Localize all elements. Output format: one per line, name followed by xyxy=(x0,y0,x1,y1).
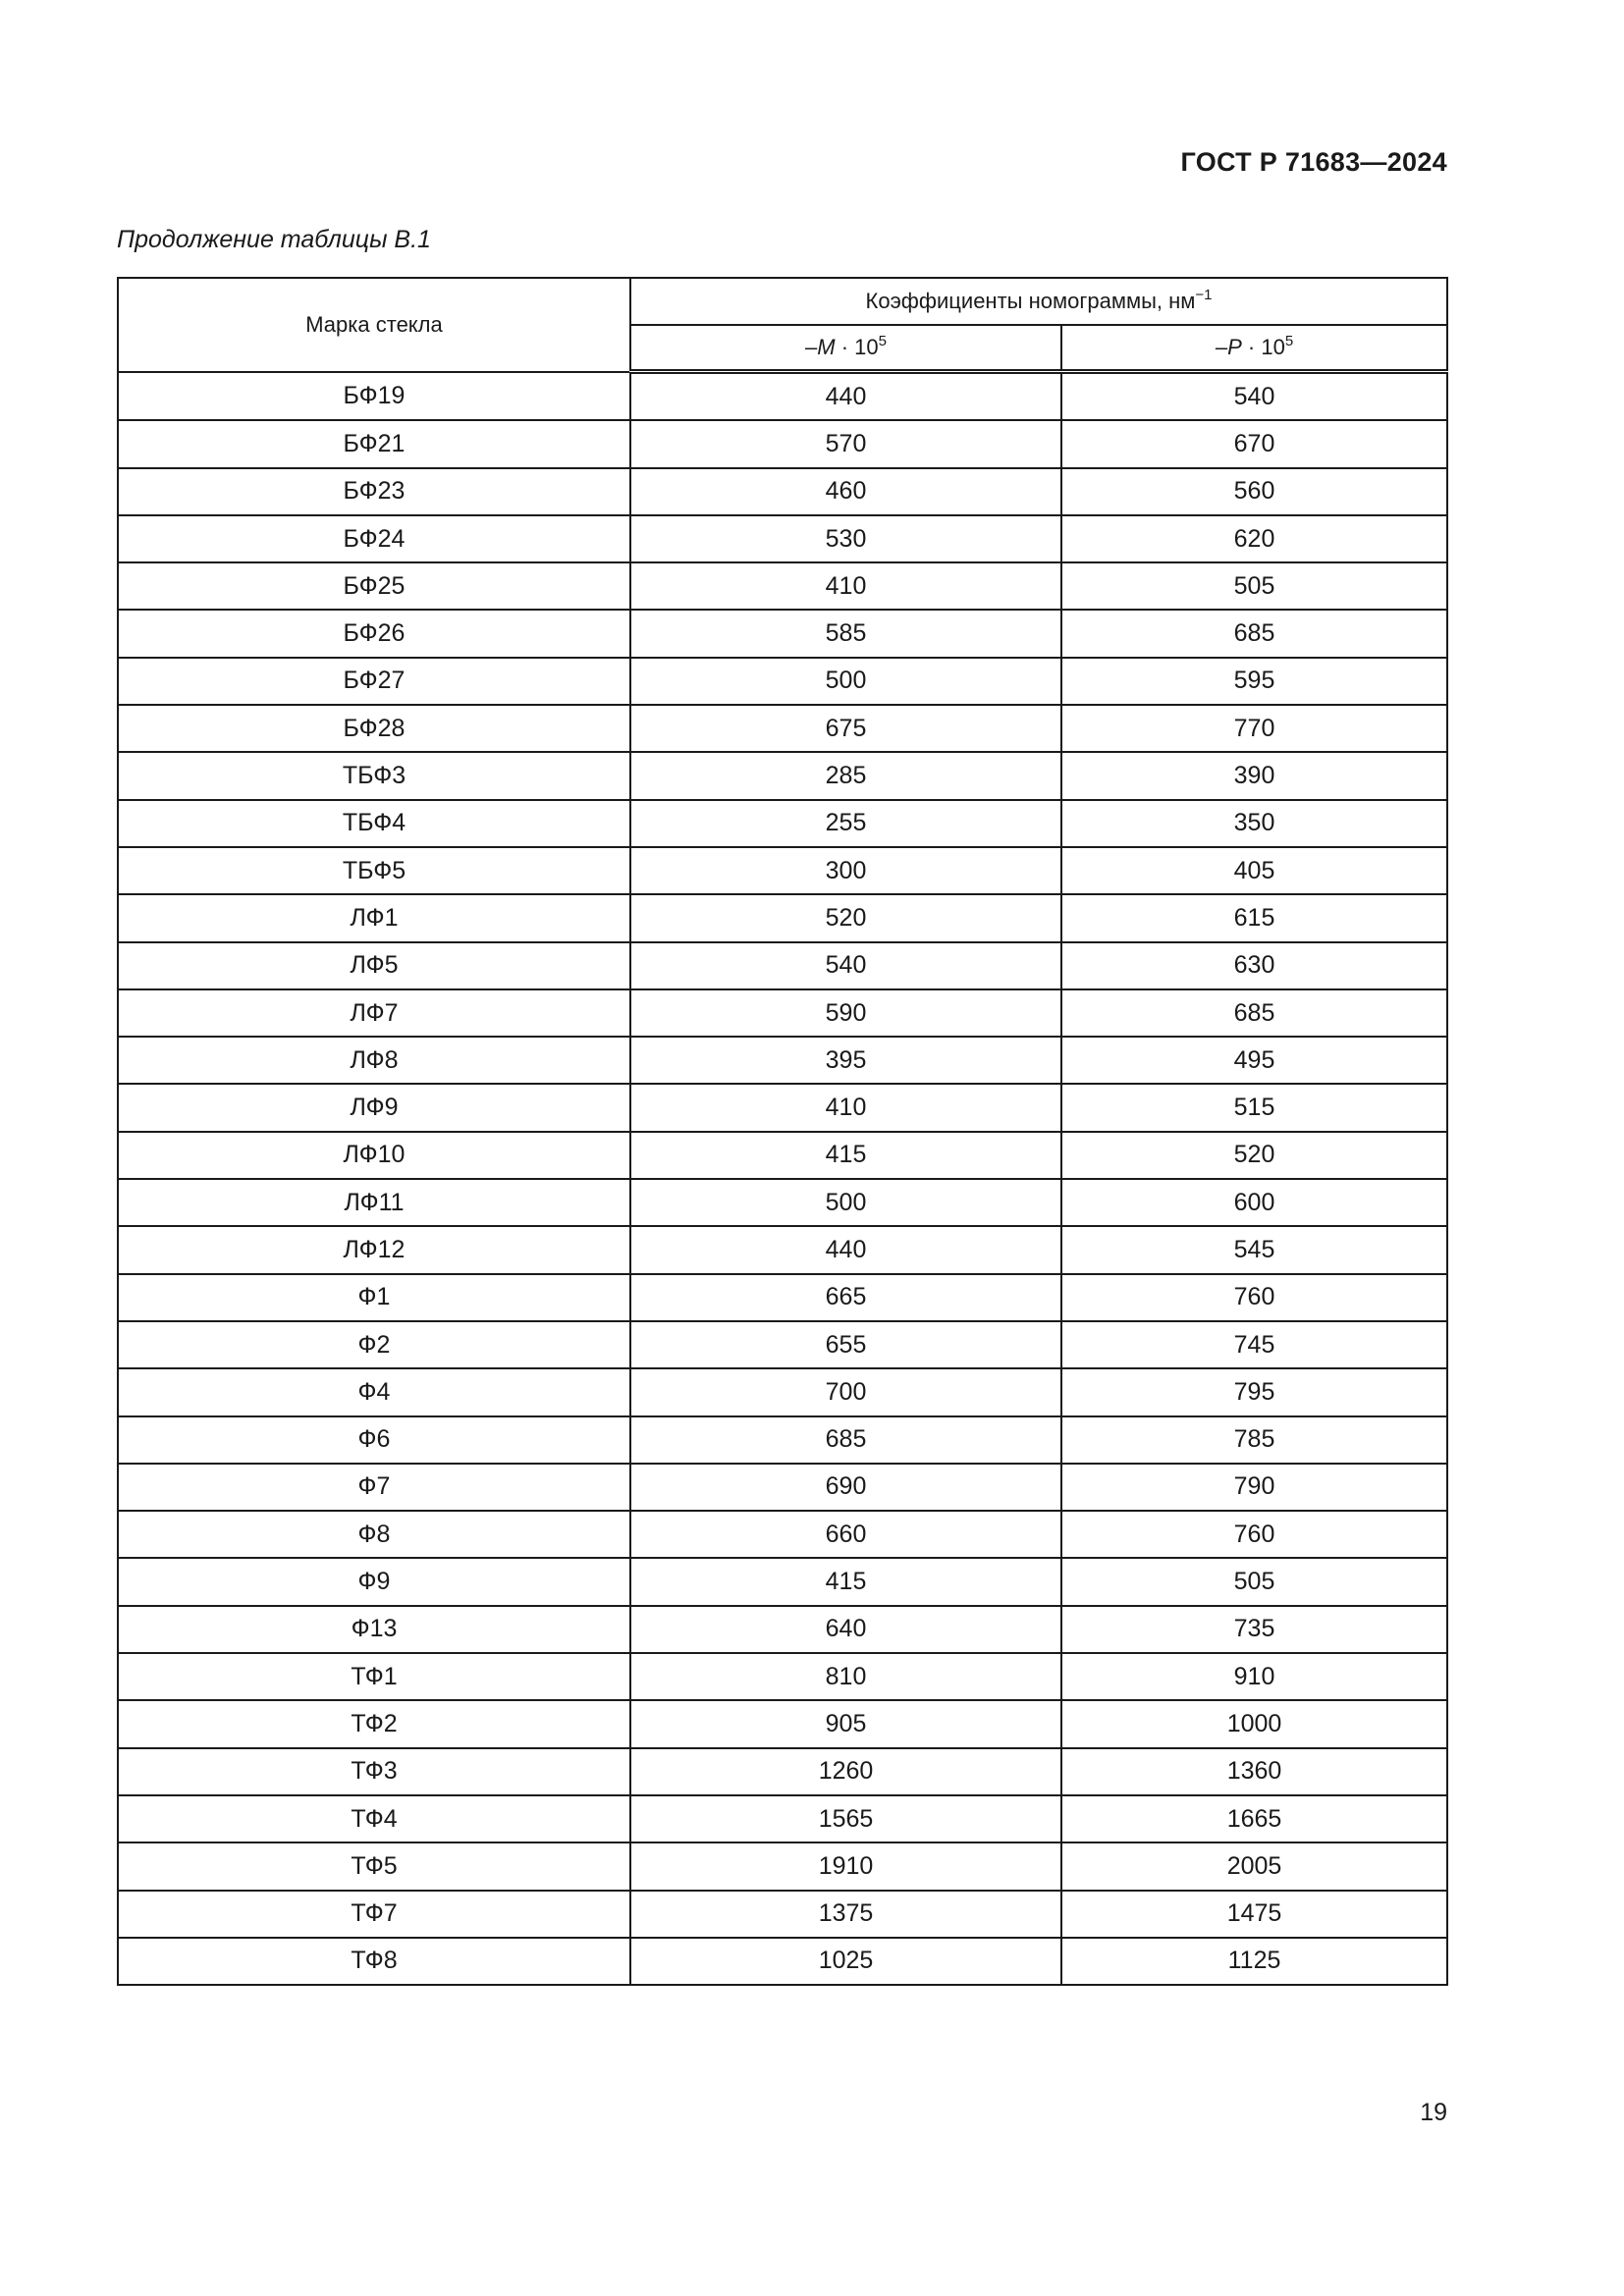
cell-glass-grade: БФ24 xyxy=(118,515,630,562)
cell-p-value: 2005 xyxy=(1061,1842,1447,1890)
cell-m-value: 660 xyxy=(630,1511,1061,1558)
cell-p-value: 515 xyxy=(1061,1084,1447,1131)
cell-m-value: 410 xyxy=(630,562,1061,610)
cell-glass-grade: Ф13 xyxy=(118,1606,630,1653)
cell-m-value: 675 xyxy=(630,705,1061,752)
cell-glass-grade: ТБФ5 xyxy=(118,847,630,894)
cell-glass-grade: ЛФ9 xyxy=(118,1084,630,1131)
table-row xyxy=(118,1891,1447,1938)
cell-glass-grade: Ф8 xyxy=(118,1511,630,1558)
table-row xyxy=(118,1653,1447,1700)
table-row xyxy=(118,1368,1447,1415)
header-m-coefficient: $-M \cdot 10^5$ xyxy=(630,325,1061,372)
cell-m-value: 530 xyxy=(630,515,1061,562)
cell-p-value: 790 xyxy=(1061,1464,1447,1511)
cell-m-value: 415 xyxy=(630,1558,1061,1605)
cell-p-value: 1665 xyxy=(1061,1795,1447,1842)
cell-m-value: 585 xyxy=(630,610,1061,657)
cell-p-value: 795 xyxy=(1061,1368,1447,1415)
cell-p-value: 350 xyxy=(1061,800,1447,847)
cell-m-value: 395 xyxy=(630,1037,1061,1084)
table-row xyxy=(118,1748,1447,1795)
cell-glass-grade: ТФ7 xyxy=(118,1891,630,1938)
table-row xyxy=(118,1084,1447,1131)
cell-glass-grade: Ф4 xyxy=(118,1368,630,1415)
cell-m-value: 655 xyxy=(630,1321,1061,1368)
table-row xyxy=(118,372,1447,421)
cell-glass-grade: ЛФ8 xyxy=(118,1037,630,1084)
cell-glass-grade: БФ23 xyxy=(118,468,630,515)
table-row xyxy=(118,942,1447,989)
cell-p-value: 1125 xyxy=(1061,1938,1447,1985)
cell-p-value: 545 xyxy=(1061,1226,1447,1273)
cell-m-value: 665 xyxy=(630,1274,1061,1321)
cell-glass-grade: БФ25 xyxy=(118,562,630,610)
table-row xyxy=(118,1842,1447,1890)
table-row xyxy=(118,1700,1447,1747)
table-row xyxy=(118,847,1447,894)
table-row xyxy=(118,894,1447,941)
cell-glass-grade: ЛФ11 xyxy=(118,1179,630,1226)
table-row xyxy=(118,1274,1447,1321)
cell-glass-grade: ЛФ12 xyxy=(118,1226,630,1273)
cell-glass-grade: БФ26 xyxy=(118,610,630,657)
cell-p-value: 735 xyxy=(1061,1606,1447,1653)
coefficients-table xyxy=(117,277,1448,1986)
cell-m-value: 570 xyxy=(630,420,1061,467)
table-row xyxy=(118,1321,1447,1368)
cell-p-value: 495 xyxy=(1061,1037,1447,1084)
cell-m-value: 440 xyxy=(630,372,1061,421)
cell-glass-grade: ЛФ5 xyxy=(118,942,630,989)
cell-glass-grade: ТФ5 xyxy=(118,1842,630,1890)
table-row xyxy=(118,1511,1447,1558)
cell-m-value: 460 xyxy=(630,468,1061,515)
cell-glass-grade: Ф2 xyxy=(118,1321,630,1368)
cell-p-value: 1000 xyxy=(1061,1700,1447,1747)
cell-m-value: 1260 xyxy=(630,1748,1061,1795)
cell-m-value: 640 xyxy=(630,1606,1061,1653)
table-row xyxy=(118,1464,1447,1511)
standard-id: ГОСТ Р 71683—2024 xyxy=(1180,147,1447,177)
table-caption: Продолжение таблицы В.1 xyxy=(117,226,431,253)
cell-p-value: 505 xyxy=(1061,562,1447,610)
cell-glass-grade: ТФ1 xyxy=(118,1653,630,1700)
cell-p-value: 685 xyxy=(1061,610,1447,657)
table-row xyxy=(118,420,1447,467)
cell-glass-grade: БФ27 xyxy=(118,658,630,705)
cell-glass-grade: БФ28 xyxy=(118,705,630,752)
table-row xyxy=(118,800,1447,847)
table-row xyxy=(118,1938,1447,1985)
cell-p-value: 560 xyxy=(1061,468,1447,515)
cell-p-value: 760 xyxy=(1061,1511,1447,1558)
cell-glass-grade: ТФ4 xyxy=(118,1795,630,1842)
cell-m-value: 255 xyxy=(630,800,1061,847)
cell-glass-grade: Ф6 xyxy=(118,1416,630,1464)
cell-glass-grade: ТБФ3 xyxy=(118,752,630,799)
table-row xyxy=(118,1606,1447,1653)
cell-m-value: 905 xyxy=(630,1700,1061,1747)
cell-p-value: 785 xyxy=(1061,1416,1447,1464)
cell-p-value: 685 xyxy=(1061,989,1447,1037)
table-row xyxy=(118,1132,1447,1179)
cell-m-value: 810 xyxy=(630,1653,1061,1700)
cell-p-value: 540 xyxy=(1061,372,1447,421)
cell-p-value: 620 xyxy=(1061,515,1447,562)
cell-m-value: 520 xyxy=(630,894,1061,941)
cell-m-value: 410 xyxy=(630,1084,1061,1131)
cell-p-value: 630 xyxy=(1061,942,1447,989)
cell-p-value: 770 xyxy=(1061,705,1447,752)
header-coefficients-group: Коэффициенты номограммы, $нм^{-1}$ xyxy=(630,278,1447,325)
cell-p-value: 760 xyxy=(1061,1274,1447,1321)
cell-m-value: 285 xyxy=(630,752,1061,799)
cell-m-value: 690 xyxy=(630,1464,1061,1511)
table-row xyxy=(118,1558,1447,1605)
cell-p-value: 520 xyxy=(1061,1132,1447,1179)
cell-m-value: 685 xyxy=(630,1416,1061,1464)
cell-p-value: 595 xyxy=(1061,658,1447,705)
cell-m-value: 440 xyxy=(630,1226,1061,1273)
cell-m-value: 590 xyxy=(630,989,1061,1037)
cell-glass-grade: ТФ8 xyxy=(118,1938,630,1985)
cell-m-value: 700 xyxy=(630,1368,1061,1415)
table-row xyxy=(118,515,1447,562)
table-row xyxy=(118,1037,1447,1084)
header-glass-grade: Марка стекла xyxy=(118,278,630,372)
cell-p-value: 1475 xyxy=(1061,1891,1447,1938)
table-row xyxy=(118,1795,1447,1842)
cell-glass-grade: ТФ3 xyxy=(118,1748,630,1795)
cell-m-value: 1375 xyxy=(630,1891,1061,1938)
cell-m-value: 540 xyxy=(630,942,1061,989)
table-row xyxy=(118,562,1447,610)
cell-glass-grade: Ф1 xyxy=(118,1274,630,1321)
table-row xyxy=(118,989,1447,1037)
table-row xyxy=(118,658,1447,705)
cell-glass-grade: ЛФ1 xyxy=(118,894,630,941)
table-row xyxy=(118,1226,1447,1273)
cell-glass-grade: БФ19 xyxy=(118,372,630,421)
cell-m-value: 500 xyxy=(630,1179,1061,1226)
page-number: 19 xyxy=(1420,2099,1447,2126)
table-row xyxy=(118,1416,1447,1464)
cell-p-value: 505 xyxy=(1061,1558,1447,1605)
cell-glass-grade: Ф7 xyxy=(118,1464,630,1511)
table-row xyxy=(118,1179,1447,1226)
cell-m-value: 1910 xyxy=(630,1842,1061,1890)
cell-p-value: 670 xyxy=(1061,420,1447,467)
cell-m-value: 500 xyxy=(630,658,1061,705)
cell-glass-grade: ЛФ7 xyxy=(118,989,630,1037)
table-row xyxy=(118,610,1447,657)
cell-p-value: 910 xyxy=(1061,1653,1447,1700)
cell-glass-grade: БФ21 xyxy=(118,420,630,467)
table-row xyxy=(118,752,1447,799)
cell-glass-grade: ТБФ4 xyxy=(118,800,630,847)
cell-m-value: 1025 xyxy=(630,1938,1061,1985)
cell-p-value: 390 xyxy=(1061,752,1447,799)
table-row xyxy=(118,468,1447,515)
cell-p-value: 745 xyxy=(1061,1321,1447,1368)
cell-p-value: 600 xyxy=(1061,1179,1447,1226)
cell-glass-grade: ЛФ10 xyxy=(118,1132,630,1179)
cell-m-value: 415 xyxy=(630,1132,1061,1179)
cell-glass-grade: Ф9 xyxy=(118,1558,630,1605)
table-row xyxy=(118,705,1447,752)
cell-p-value: 615 xyxy=(1061,894,1447,941)
table-body xyxy=(118,372,1447,1986)
cell-m-value: 1565 xyxy=(630,1795,1061,1842)
cell-p-value: 405 xyxy=(1061,847,1447,894)
cell-glass-grade: ТФ2 xyxy=(118,1700,630,1747)
cell-p-value: 1360 xyxy=(1061,1748,1447,1795)
header-p-coefficient: $-P \cdot 10^5$ xyxy=(1061,325,1447,372)
cell-m-value: 300 xyxy=(630,847,1061,894)
